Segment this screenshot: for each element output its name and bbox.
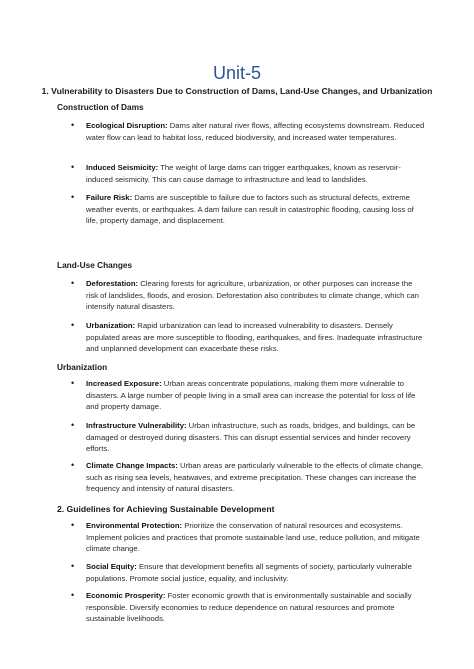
- list-item-label: Deforestation:: [86, 279, 139, 288]
- list-item-body: Clearing forests for agriculture, urbanization, or other purposes can increase the risk of landslides, floods, and erosion. Deforestation also contributes to climate change, which can intensify natural disasters.: [86, 279, 419, 312]
- list-item-text: [86, 420, 426, 455]
- list-item: [71, 192, 426, 227]
- list-item-text: [86, 520, 426, 555]
- list-item-body: Urban areas are particularly vulnerable to the effects of climate change, such as rising sea levels, heatwaves, and extreme precipitation. These changes can increase the frequency and intensity of natural disasters.: [86, 461, 424, 494]
- list-item: [71, 320, 426, 355]
- list-item-text: [86, 120, 426, 143]
- list-item-text: [86, 192, 426, 227]
- list-item-body: Urban areas concentrate populations, making them more vulnerable to disasters. A large number of people living in a small area can increase the potential for loss of life and property damage.: [86, 379, 416, 412]
- list-item-label: Induced Seismicity:: [86, 163, 159, 172]
- list-item: [71, 520, 426, 555]
- section-2-heading: 2. Guidelines for Achieving Sustainable Development: [57, 504, 275, 514]
- subheading-urbanization: Urbanization: [57, 362, 108, 372]
- bullet-icon: •: [71, 561, 75, 571]
- list-item-body: Prioritize the conservation of natural resources and ecosystems. Implement policies and practices that promote sustainable land use, reduce pollution, and mitigate climate change.: [86, 521, 420, 554]
- bullet-icon: •: [71, 590, 75, 600]
- list-item-text: [86, 320, 426, 355]
- list-item-label: Increased Exposure:: [86, 379, 162, 388]
- bullet-icon: •: [71, 520, 75, 530]
- bullet-icon: •: [71, 162, 75, 172]
- list-item: [71, 460, 426, 495]
- section-1-heading: 1. Vulnerability to Disasters Due to Construction of Dams, Land-Use Changes, and Urbanization: [41, 86, 433, 96]
- list-item-label: Climate Change Impacts:: [86, 461, 178, 470]
- list-item-text: [86, 162, 426, 185]
- list-item-body: Foster economic growth that is environmentally sustainable and socially responsible. Diversify economies to reduce dependence on natural resources and promote sustainable livelihoods.: [86, 591, 412, 624]
- list-item-text: [86, 378, 426, 413]
- bullet-icon: •: [71, 460, 75, 470]
- list-item-text: [86, 278, 426, 313]
- list-item-label: Ecological Disruption:: [86, 121, 168, 130]
- bullet-icon: •: [71, 192, 75, 202]
- list-item-body: Urban infrastructure, such as roads, bridges, and buildings, can be damaged or destroyed during disasters. This can disrupt essential services and hinder recovery efforts.: [86, 421, 416, 454]
- list-item-text: [86, 590, 426, 625]
- bullet-icon: •: [71, 120, 75, 130]
- subheading-land-use-changes: Land-Use Changes: [57, 260, 133, 270]
- bullet-icon: •: [71, 278, 75, 288]
- list-item: [71, 420, 426, 455]
- list-item: [71, 561, 426, 584]
- list-item: [71, 590, 426, 625]
- list-item-label: Infrastructure Vulnerability:: [86, 421, 187, 430]
- list-item-text: [86, 460, 426, 495]
- list-item: [71, 278, 426, 313]
- list-item-body: Ensure that development benefits all segments of society, particularly vulnerable populations. Promote social justice, equality, and inclusivity.: [86, 562, 412, 583]
- list-item-label: Economic Prosperity:: [86, 591, 166, 600]
- list-item: [71, 162, 426, 185]
- list-item-body: The weight of large dams can trigger earthquakes, known as reservoir-induced seismicity. This can cause damage to infrastructure and lead to landslides.: [86, 163, 401, 184]
- list-item-label: Social Equity:: [86, 562, 137, 571]
- bullet-icon: •: [71, 378, 75, 388]
- subheading-construction-of-dams: Construction of Dams: [57, 102, 144, 112]
- page-title: Unit-5: [212, 63, 261, 83]
- list-item: [71, 378, 426, 413]
- list-item-label: Urbanization:: [86, 321, 136, 330]
- list-item-label: Failure Risk:: [86, 193, 133, 202]
- list-item-label: Environmental Protection:: [86, 521, 183, 530]
- list-item-text: [86, 561, 426, 584]
- list-item-body: Rapid urbanization can lead to increased vulnerability to disasters. Densely populated areas are more susceptible to flooding, earthquakes, and fires. Inadequate infrastructure and unplanned development can exacerbate these risks.: [86, 321, 423, 354]
- bullet-icon: •: [71, 320, 75, 330]
- list-item-body: Dams alter natural river flows, affecting ecosystems downstream. Reduced water flow can lead to habitat loss, reduced biodiversity, and increased water temperatures.: [86, 121, 425, 142]
- list-item: [71, 120, 426, 143]
- list-item-body: Dams are susceptible to failure due to factors such as structural defects, extreme weather events, or earthquakes. A dam failure can result in catastrophic flooding, causing loss of life, property damage, and displacement.: [86, 193, 414, 226]
- bullet-icon: •: [71, 420, 75, 430]
